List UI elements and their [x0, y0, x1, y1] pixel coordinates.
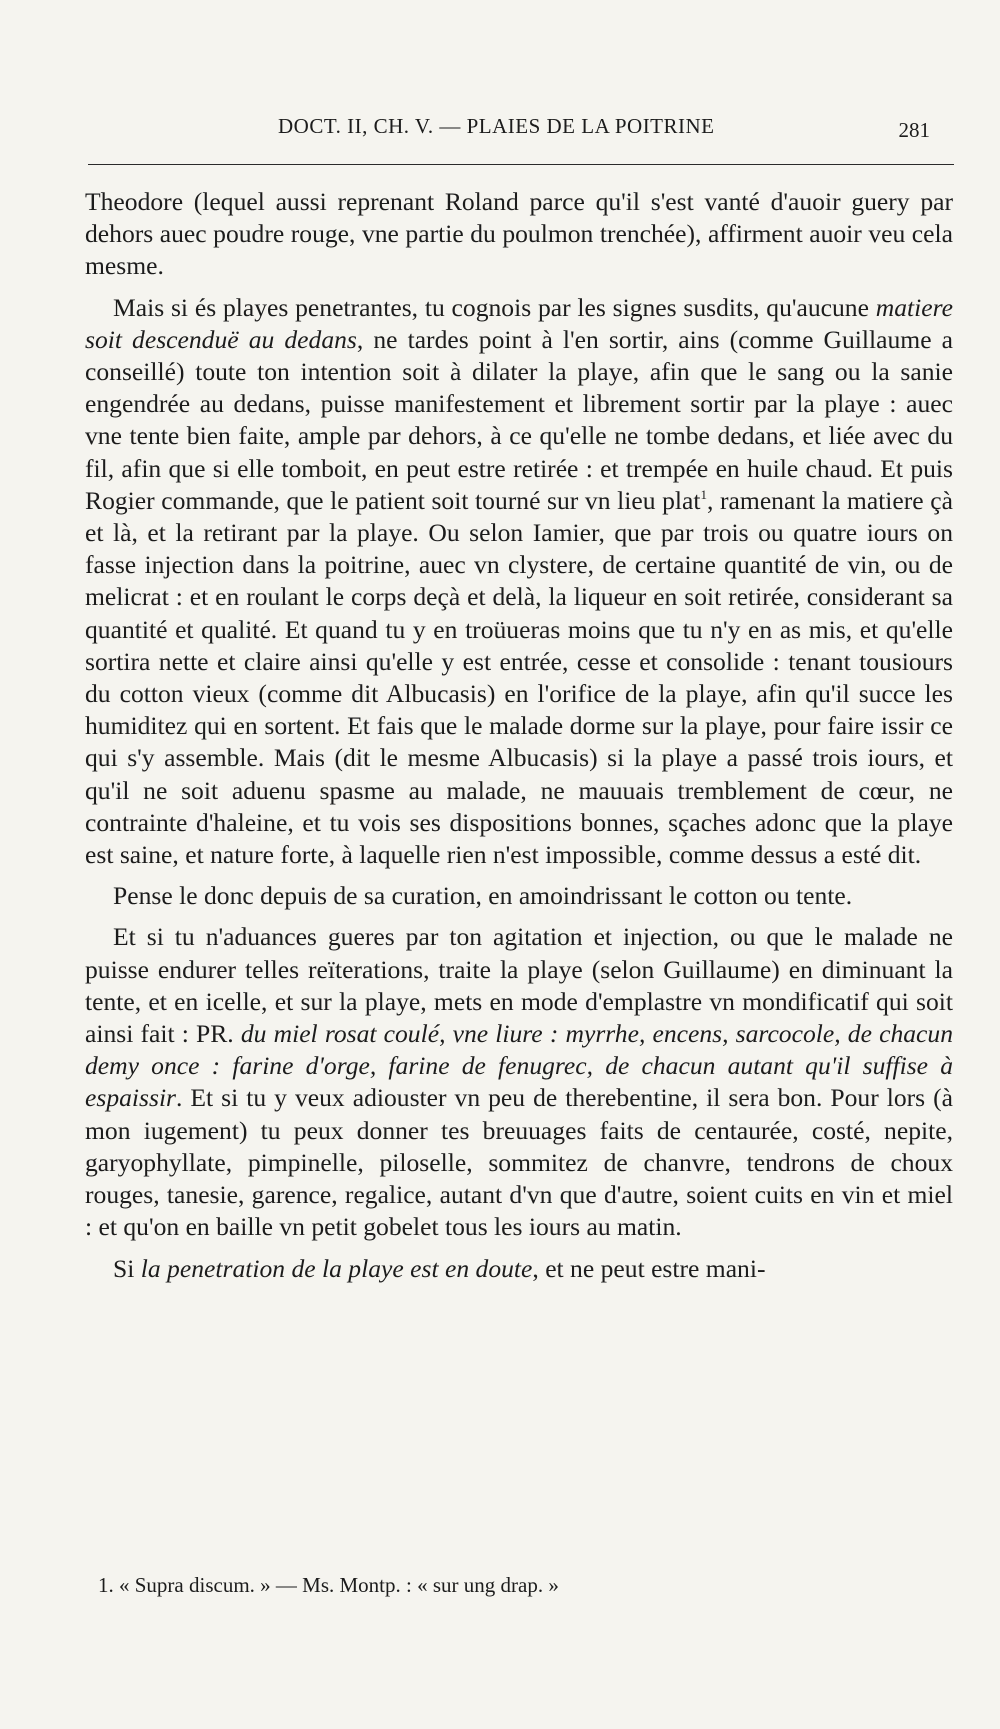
- running-head: DOCT. II, CH. V. — PLAIES DE LA POITRINE: [278, 114, 715, 138]
- paragraph-3: [85, 880, 953, 912]
- paragraph-4: [85, 921, 953, 1243]
- paragraph-2-italic: matiere soit descenduë au dedans: [85, 292, 953, 354]
- paragraph-2-text-a: Mais si és playes penetrantes, tu cognois par les signes susdits, qu'aucune: [113, 292, 876, 322]
- footnote: 1. « Supra discum. » — Ms. Montp. : « sur ung drap. »: [98, 1573, 559, 1597]
- page-number: 281: [898, 118, 930, 142]
- header-rule: [88, 164, 954, 165]
- paragraph-4-text-b: . Et si tu y veux adiouster vn peu de therebentine, il sera bon. Pour lors (à mon iugement) tu peux donner tes breuuages faits de centaurée, costé, nepite, garyophyllate, pimpinelle, piloselle, sommitez de chanvre, tendrons de choux rouges, tanesie, garence, regalice, autant d'vn que d'autre, soient cuits en vin et miel : et qu'on en baille vn petit gobelet tous les iours au matin.: [85, 1083, 953, 1242]
- paragraph-2-text-c: , ramenant la matiere çà et là, et la retirant par la playe. Ou selon Iamier, que par trois ou quatre iours on fasse injection dans la poitrine, auec vn clystere, de certaine quantité de vin, ou de melicrat : et en roulant le corps deçà et delà, la liqueur en soit retirée, considerant sa quantité et qualité. Et quand tu y en troüueras moins que tu n'y en as mis, et qu'elle sortira nette et claire ainsi qu'elle y est entrée, cesse et consolide : tenant tousiours du cotton vieux (comme dit Albucasis) en l'orifice de la playe, afin qu'il succe les humiditez qui en sortent. Et fais que le malade dorme sur la playe, pour faire issir ce qui s'y assemble. Mais (dit le mesme Albucasis) si la playe a passé trois iours, et qu'il ne soit aduenu spasme au malade, ne mauuais tremblement de cœur, ne contrainte d'haleine, et tu vois ses dispositions bonnes, sçaches adonc que la playe est saine, et nature forte, à laquelle rien n'est impossible, comme dessus a esté dit.: [85, 485, 953, 870]
- body-text: [85, 186, 953, 1285]
- paragraph-3-text: Pense le donc depuis de sa curation, en amoindrissant le cotton ou tente.: [113, 881, 853, 911]
- paragraph-2-text-b: , ne tardes point à l'en sortir, ains (comme Guillaume a conseillé) toute ton intention soit à dilater la playe, afin que le sang ou la sanie engendrée au dedans, puisse manifestement et librement sortir par la playe : auec vne tente bien faite, ample par dehors, à ce qu'elle ne tombe dedans, et liée avec du fil, afin que si elle tomboit, en peut estre retirée : et trempée en huile chaud. Et puis Rogier commande, que le patient soit tourné sur vn lieu plat: [85, 324, 953, 515]
- footnote-marker: 1: [700, 486, 708, 502]
- paragraph-5-text-a: Si: [113, 1253, 141, 1283]
- paragraph-5-italic: la penetration de la playe est en doute: [140, 1253, 533, 1283]
- paragraph-5: [85, 1253, 953, 1285]
- paragraph-5-text-b: , et ne peut estre mani-: [532, 1253, 766, 1283]
- paragraph-1: [85, 186, 953, 283]
- page-header: [88, 114, 954, 150]
- paragraph-4-italic: du miel rosat coulé, vne liure : myrrhe, encens, sarcocole, de chacun demy once : farine d'orge, farine de fenugrec, de chacun autant qu'il suffise à espaissir: [85, 1019, 953, 1113]
- paragraph-1-text: Theodore (lequel aussi reprenant Roland parce qu'il s'est vanté d'auoir guery par dehors auec poudre rouge, vne partie du poulmon trenchée), affirment auoir veu cela mesme.: [85, 187, 953, 281]
- paragraph-4-text-a: Et si tu n'aduances gueres par ton agitation et injection, ou que le malade ne puisse endurer telles reïterations, traite la playe (selon Guillaume) en diminuant la tente, et en icelle, et sur la playe, mets en mode d'emplastre vn mondificatif qui soit ainsi fait : PR.: [85, 922, 953, 1049]
- paragraph-2: [85, 292, 953, 872]
